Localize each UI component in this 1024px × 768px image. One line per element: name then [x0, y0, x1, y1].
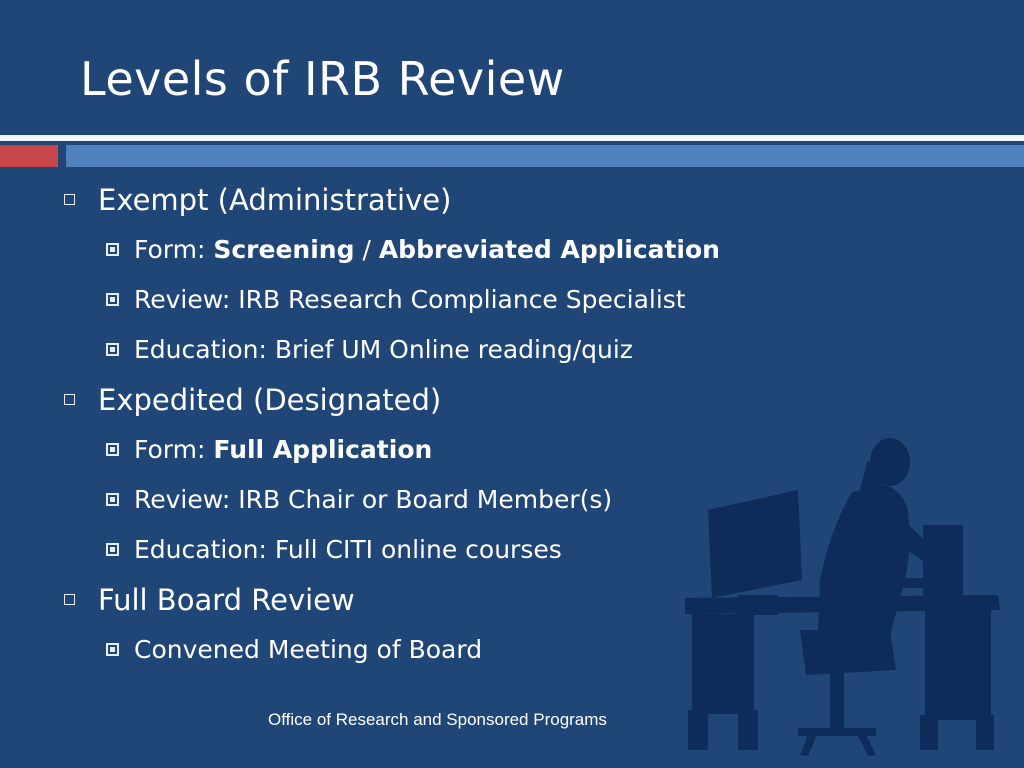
section-expedited — [62, 375, 822, 425]
person-at-computer-silhouette — [680, 430, 1010, 760]
section-exempt — [62, 175, 822, 225]
list-item — [62, 225, 822, 275]
item-prefix: Form: — [134, 435, 214, 464]
accent-bar-red — [0, 145, 58, 167]
section-heading: Expedited (Designated) — [98, 383, 442, 417]
boxed-square-icon — [106, 243, 119, 256]
item-bold: Abbreviated Application — [378, 235, 720, 264]
accent-bar-blue — [66, 145, 1024, 167]
boxed-square-icon — [106, 443, 119, 456]
item-text: Review: IRB Chair or Board Member(s) — [134, 485, 613, 514]
item-bold: Full Application — [213, 435, 433, 464]
hollow-square-icon — [64, 194, 75, 205]
item-text: Education: Full CITI online courses — [134, 535, 562, 564]
item-bold: Screening — [213, 235, 355, 264]
footer-text: Office of Research and Sponsored Programs — [268, 710, 607, 729]
list-item — [62, 325, 822, 375]
list-item — [62, 275, 822, 325]
boxed-square-icon — [106, 343, 119, 356]
boxed-square-icon — [106, 643, 119, 656]
item-text: Convened Meeting of Board — [134, 635, 483, 664]
boxed-square-icon — [106, 493, 119, 506]
hollow-square-icon — [64, 594, 75, 605]
item-text: Education: Brief UM Online reading/quiz — [134, 335, 633, 364]
item-prefix: Form: — [134, 235, 214, 264]
item-text: Review: IRB Research Compliance Specialist — [134, 285, 686, 314]
hollow-square-icon — [64, 394, 75, 405]
boxed-square-icon — [106, 543, 119, 556]
item-separator: / — [354, 235, 379, 264]
boxed-square-icon — [106, 293, 119, 306]
slide-title: Levels of IRB Review — [80, 52, 565, 106]
section-heading: Exempt (Administrative) — [98, 183, 452, 217]
title-underline — [0, 135, 1024, 141]
section-heading: Full Board Review — [98, 583, 355, 617]
